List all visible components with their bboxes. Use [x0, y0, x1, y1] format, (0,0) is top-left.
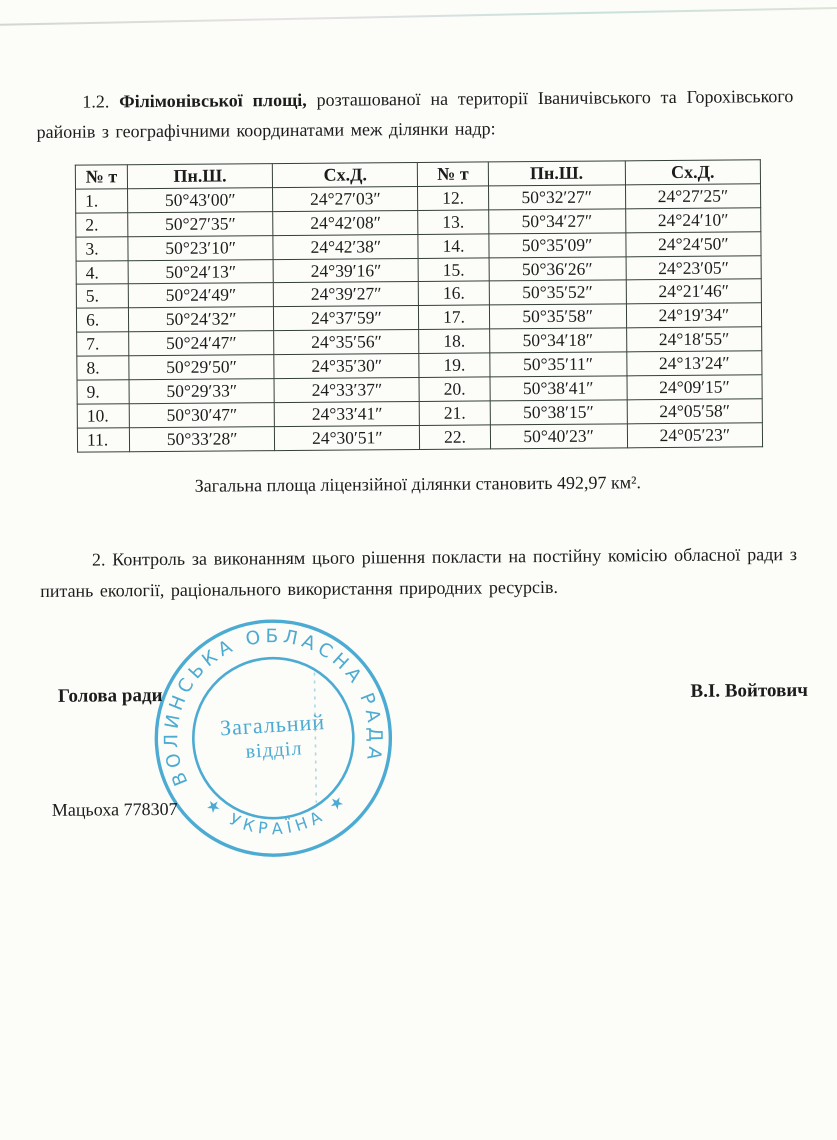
cell-lon: 24°33′41″: [274, 401, 419, 426]
cell-point-num: 7.: [77, 332, 129, 356]
cell-point-num: 19.: [419, 353, 489, 377]
cell-lat: 50°34′27″: [488, 209, 625, 234]
cell-lat: 50°35′58″: [489, 304, 626, 329]
cell-point-num: 16.: [419, 281, 489, 305]
paragraph-1-2-title: Філімонівської площі,: [119, 89, 307, 112]
cell-lat: 50°27′35″: [128, 211, 273, 236]
cell-lat: 50°23′10″: [128, 235, 273, 260]
cell-lon: 24°37′59″: [274, 306, 419, 331]
cell-lat: 50°38′15″: [490, 400, 627, 425]
cell-lat: 50°32′27″: [488, 185, 625, 210]
cell-lon: 24°39′27″: [274, 282, 419, 307]
cell-point-num: 20.: [419, 377, 489, 401]
cell-point-num: 2.: [76, 213, 128, 237]
cell-point-num: 17.: [419, 305, 489, 329]
cell-lat: 50°29′33″: [129, 379, 274, 404]
cell-lon: 24°05′58″: [627, 399, 762, 424]
cell-point-num: 13.: [418, 210, 488, 234]
cell-point-num: 1.: [76, 189, 128, 213]
cell-point-num: 18.: [419, 329, 489, 353]
cell-point-num: 5.: [76, 284, 128, 308]
cell-lon: 24°27′03″: [273, 186, 418, 211]
cell-lat: 50°29′50″: [129, 355, 274, 380]
cell-lon: 24°30′51″: [275, 425, 420, 450]
executor-note: Мацьоха 778307: [51, 798, 178, 820]
cell-point-num: 3.: [76, 236, 128, 260]
cell-lon: 24°39′16″: [273, 258, 418, 283]
coordinates-table: [75, 159, 763, 452]
cell-point-num: 10.: [77, 404, 129, 428]
cell-point-num: 6.: [76, 308, 128, 332]
cell-point-num: 15.: [419, 258, 489, 282]
cell-point-num: 22.: [420, 425, 490, 449]
cell-lon: 24°23′05″: [626, 255, 761, 280]
cell-lon: 24°18′55″: [626, 327, 761, 352]
cell-lon: 24°19′34″: [626, 303, 761, 328]
stamp-bottom-text: ★ УКРАЇНА ★: [202, 789, 351, 839]
cell-point-num: 8.: [77, 356, 129, 380]
cell-lat: 50°36′26″: [489, 256, 626, 281]
paragraph-1-2-text: розташованої на території Іваничівського та Горохівського районів з географічними координатами меж ділянки надр:: [36, 86, 794, 142]
stamp-center-line1: Загальний: [219, 709, 326, 741]
cell-lat: 50°35′09″: [488, 233, 625, 258]
paragraph-1-2: [36, 81, 793, 147]
cell-lat: 50°24′47″: [129, 331, 274, 356]
cell-point-num: 4.: [76, 260, 128, 284]
col-header-point-1: № т: [75, 165, 127, 189]
cell-lat: 50°24′49″: [128, 283, 273, 308]
cell-lon: 24°42′08″: [273, 210, 418, 235]
cell-lon: 24°09′15″: [627, 375, 762, 400]
col-header-lon-1: Сх.Д.: [273, 162, 418, 187]
cell-lat: 50°38′41″: [490, 376, 627, 401]
cell-lon: 24°35′30″: [274, 354, 419, 379]
cell-lat: 50°43′00″: [128, 188, 273, 213]
table-row: [77, 423, 762, 452]
cell-lat: 50°33′28″: [129, 426, 274, 451]
cell-point-num: 11.: [77, 428, 129, 452]
cell-point-num: 12.: [418, 186, 488, 210]
cell-lon: 24°42′38″: [273, 234, 418, 259]
cell-point-num: 21.: [420, 401, 490, 425]
paragraph-2: 2. Контроль за виконанням цього рішення покласти на постійну комісію обласної ради з питань екології, раціонального використання природних ресурсів.: [40, 544, 797, 601]
cell-lon: 24°24′50″: [626, 231, 761, 256]
cell-lat: 50°24′32″: [129, 307, 274, 332]
paragraph-1-2-number: 1.2.: [82, 91, 110, 112]
cell-point-num: 14.: [418, 234, 488, 258]
col-header-lat-1: Пн.Ш.: [127, 164, 272, 189]
cell-lon: 24°13′24″: [627, 351, 762, 376]
stamp-center-line2: відділ: [244, 737, 304, 763]
col-header-lat-2: Пн.Ш.: [488, 161, 625, 186]
cell-lon: 24°05′23″: [627, 423, 762, 448]
cell-point-num: 9.: [77, 380, 129, 404]
cell-lat: 50°40′23″: [490, 424, 627, 449]
col-header-lon-2: Сх.Д.: [625, 160, 760, 185]
signature-title: Голова ради: [57, 685, 163, 707]
col-header-point-2: № т: [418, 162, 488, 186]
signature-stroke: [308, 673, 322, 803]
signature-name: В.І. Войтович: [690, 679, 809, 702]
cell-lat: 50°35′52″: [489, 280, 626, 305]
cell-lat: 50°30′47″: [129, 403, 274, 428]
cell-lat: 50°24′13″: [128, 259, 273, 284]
cell-lat: 50°34′18″: [489, 328, 626, 353]
stamp-ring-text: ВОЛИНСЬКА ОБЛАСНА РАДА: [161, 626, 386, 789]
cell-lon: 24°27′25″: [625, 184, 760, 209]
cell-lat: 50°35′11″: [489, 352, 626, 377]
cell-lon: 24°21′46″: [626, 279, 761, 304]
cell-lon: 24°24′10″: [625, 208, 760, 233]
round-stamp: [147, 612, 399, 864]
cell-lon: 24°33′37″: [274, 378, 419, 403]
cell-lon: 24°35′56″: [274, 330, 419, 355]
area-note: Загальна площа ліцензійної ділянки становить 492,97 км².: [194, 472, 642, 496]
